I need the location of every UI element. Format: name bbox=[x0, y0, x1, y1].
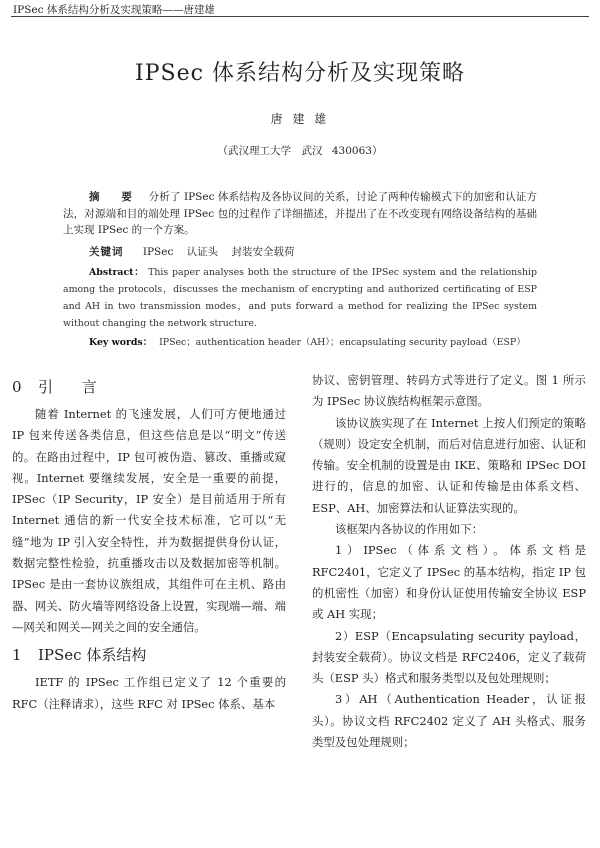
paragraph: 2）ESP（Encapsulating security payload，封装安全载荷）。协议文档是 RFC2406，定义了载荷头（ESP 头）格式和服务类型以及包处理规则； bbox=[312, 628, 586, 686]
paragraph: 随着 Internet 的飞速发展，人们可方便地通过 IP 包来传送各类信息，但这些信息是以“明文”传送的。在路由过程中，IP 包可被伪造、篡改、重播或窥视。Internet 要继续发展，安全是一重要的前提，IPSec（IP Security，IP 安全）是目前适用于所有 Internet 通信的新一代安全技术标准，它可以“无缝”地为 IP 引入安全特性，并为数据提供身份认证，数据完整性检验，抗重播攻击以及数据加密等机制。IPSec 是由一套协议族组成，其组件可在主机、路由器、网关、防火墙等网络设备上设置，实现端—端、端—网关和网关—网关之间的安全通信。 bbox=[12, 407, 286, 634]
paragraph: 3）AH（Authentication Header，认证报头）。协议文档 RFC2402 定义了 AH 头格式、服务类型及包处理规则； bbox=[312, 692, 586, 750]
abstract-chinese bbox=[63, 189, 537, 239]
left-column bbox=[12, 370, 286, 715]
paragraph: 该协议族实现了在 Internet 上按人们预定的策略（规则）设定安全机制，而后对信息进行加密、认证和传输。安全机制的设置是由 IKE、策略和 IPSec DOI 进行的，信息的加密、认证和传输是由体系文档、ESP、AH、加密算法和认证算法实现的。 bbox=[312, 415, 586, 515]
abstract-en-label: Abstract： bbox=[89, 267, 145, 278]
section-title: IPSec 体系结构 bbox=[38, 646, 147, 665]
keywords-text: IPSec 认证头 封装安全载荷 bbox=[142, 246, 295, 258]
keywords-en-text: IPSec；authentication header（AH）；encapsulating security payload（ESP） bbox=[159, 337, 526, 348]
paragraph: 该框架内各协议的作用如下： bbox=[335, 522, 484, 537]
paragraph: 协议、密钥管理、转码方式等进行了定义。图 1 所示为 IPSec 协议族结构框架示意图。 bbox=[312, 373, 586, 409]
right-column bbox=[312, 370, 586, 753]
abstract-label: 摘 要 bbox=[89, 191, 142, 203]
keywords-label: 关键词 bbox=[89, 246, 124, 258]
section-heading-architecture bbox=[12, 643, 286, 667]
abstract-text: 分析了 IPSec 体系结构及各协议间的关系，讨论了两种传输模式下的加密和认证方法，对源端和目的端处理 IPSec 包的过程作了详细描述，并提出了在不改变现有网络设备结构的基础上实现 IPSec 的一个方案。 bbox=[63, 191, 537, 236]
keywords-chinese bbox=[89, 244, 295, 259]
abstract-en-text: This paper analyses both the structure of the IPSec system and the relationship among the protocols，discusses the mechanism of encrypting and authorized certificating of ESP and AH in two transmission modes，and puts forward a method for realizing the IPSec system without changing the network structure. bbox=[63, 267, 537, 329]
keywords-en-label: Key words： bbox=[89, 337, 153, 348]
running-header: IPSec 体系结构分析及实现策略——唐建雄 bbox=[13, 4, 215, 16]
section-number: 1 bbox=[12, 646, 22, 665]
abstract-english bbox=[63, 264, 537, 332]
author-name: 唐 建 雄 bbox=[270, 112, 330, 126]
paper-title: IPSec 体系结构分析及实现策略 bbox=[135, 61, 465, 86]
header-divider bbox=[11, 16, 589, 17]
paragraph: 1）IPSec（体系文档）。体系文档是 RFC2401，它定义了 IPSec 的基本结构，指定 IP 包的机密性（加密）和身份认证使用传输安全协议 ESP 或 AH 实现； bbox=[312, 543, 586, 622]
section-number: 0 bbox=[12, 378, 34, 396]
section-heading-introduction bbox=[12, 375, 286, 399]
keywords-english bbox=[89, 334, 526, 348]
author-affiliation: （武汉理工大学 武汉 430063） bbox=[217, 145, 383, 157]
section-title: 引 言 bbox=[38, 378, 109, 396]
paragraph: IETF 的 IPSec 工作组已定义了 12 个重要的 RFC（注释请求），这些 RFC 对 IPSec 体系、基本 bbox=[12, 675, 286, 711]
